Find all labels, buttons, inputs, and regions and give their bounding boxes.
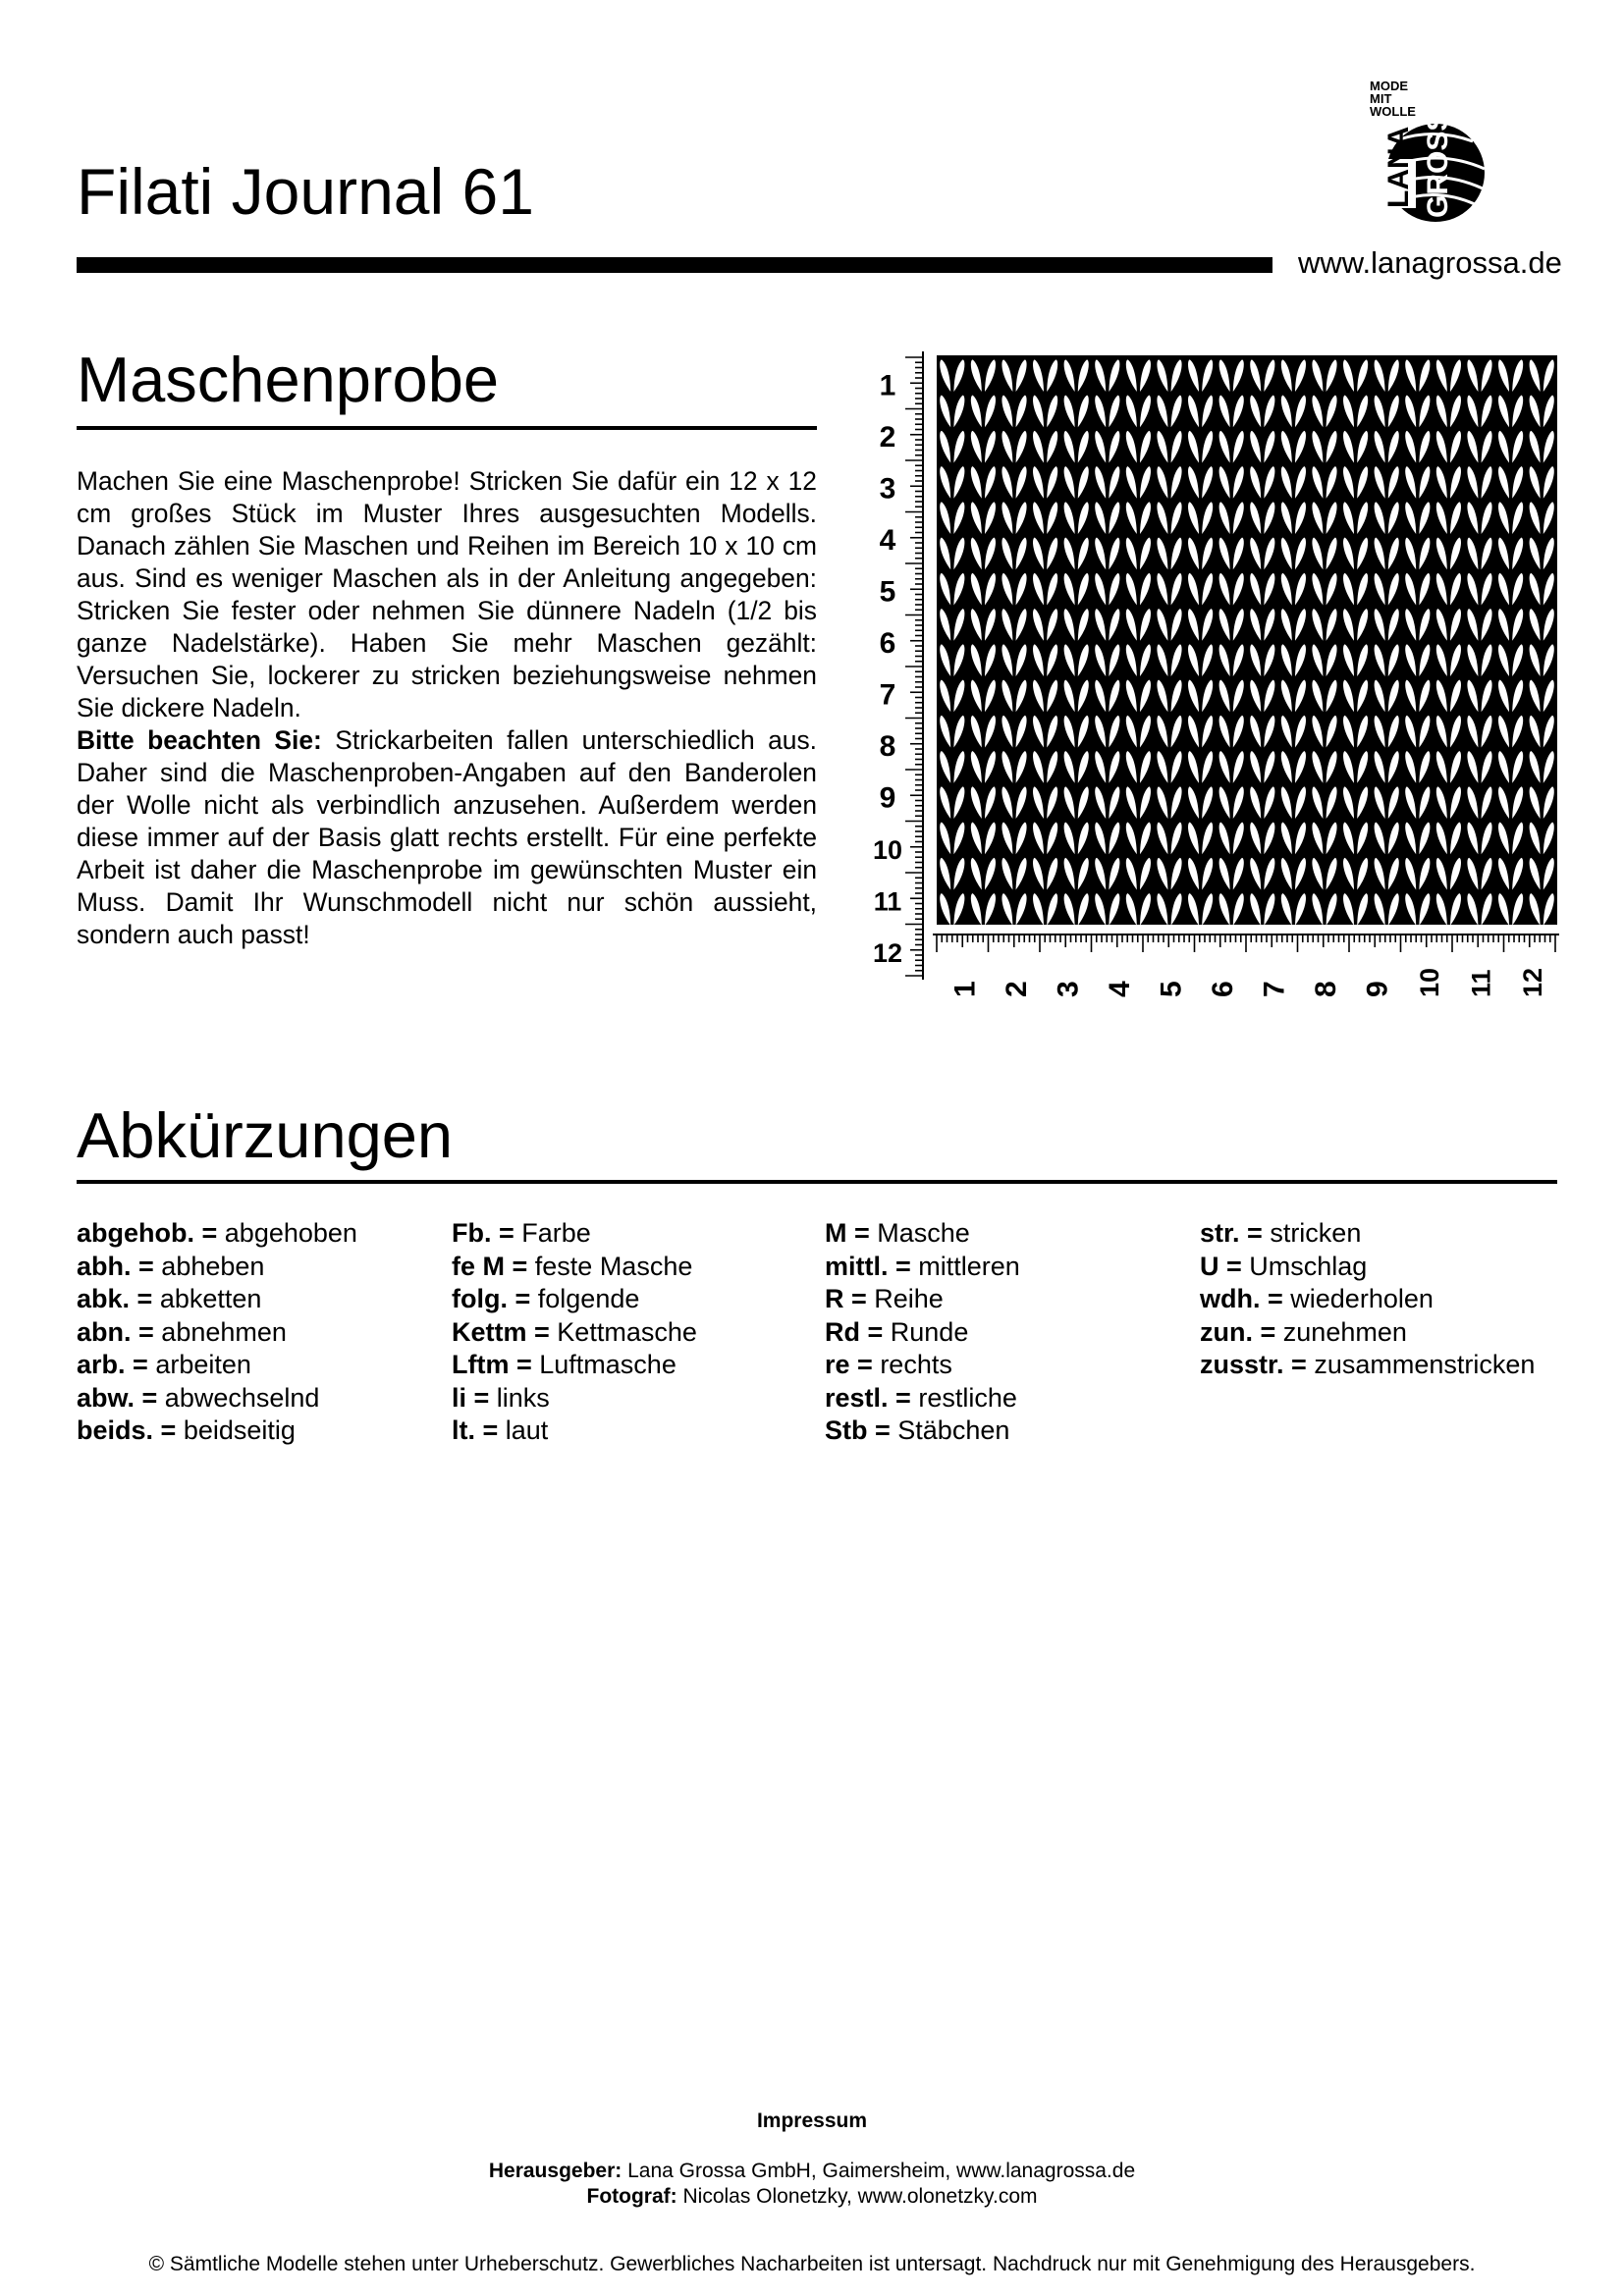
abbreviation-meaning: feste Masche [534,1251,693,1281]
abbreviations-section-rule [77,1180,1557,1184]
abbreviation-meaning: mittleren [918,1251,1020,1281]
abbreviation-meaning: stricken [1270,1218,1362,1248]
ruler-number: 3 [1052,981,1085,997]
abbreviation-term: Fb. [452,1218,492,1248]
ruler-number: 4 [879,524,896,557]
abbreviation-meaning: abgehoben [224,1218,357,1248]
ruler-number: 4 [1104,981,1136,997]
photographer-line [0,2184,1624,2210]
abbreviation-item: R = Reihe [825,1284,944,1313]
abbreviation-meaning: Kettmasche [557,1316,697,1347]
abbreviation-column-1 [77,1217,357,1448]
abbreviation-item: zusstr. = zusammenstricken [1200,1350,1536,1379]
imprint-title: Impressum [756,2109,868,2132]
knit-swatch [937,355,1557,926]
lana-grossa-logo [1365,79,1492,226]
abbreviation-item: mittl. = mittleren [825,1251,1020,1281]
abbreviation-term: abh. [77,1251,132,1281]
gauge-note-text: Strickarbeiten fallen unterschiedlich aus. Daher sind die Maschenproben-Angaben auf den Banderolen der Wolle nicht als verbindlich anzusehen. Außerdem werden diese immer auf der Basis glatt rechts erstellt. Für eine perfekte Arbeit ist daher die Maschenprobe im gewünschten Muster ein Muss. Damit Ihr Wunschmodell nicht nur schön aussieht, sondern auch passt! [77,725,817,949]
abbreviation-term: beids. [77,1415,154,1445]
abbreviation-meaning: abketten [159,1284,262,1313]
abbreviation-item: Lftm = Luftmasche [452,1350,677,1379]
publisher-label: Herausgeber: [488,2160,623,2182]
ruler-number: 2 [1001,981,1033,997]
abbreviations-section-title: Abkürzungen [77,1099,454,1171]
gauge-note-label: Bitte beachten Sie: [77,725,322,755]
vertical-ruler [873,351,923,980]
abbreviation-meaning: Luftmasche [539,1350,677,1379]
abbreviation-term: abgehob. [77,1218,194,1248]
abbreviation-term: mittl. [825,1251,889,1281]
abbreviation-meaning: Runde [890,1316,969,1347]
ruler-number: 11 [1466,969,1496,997]
abbreviation-term: wdh. [1200,1284,1261,1313]
abbreviation-term: abw. [77,1382,135,1413]
logo-tagline-3: WOLLE [1370,104,1416,119]
abbreviation-meaning: zunehmen [1282,1316,1407,1347]
ruler-number: 9 [1361,981,1394,997]
ruler-number: 10 [872,835,903,865]
ruler-number: 1 [948,981,982,997]
ruler-number: 12 [1518,967,1547,997]
abbreviation-item: arb. = arbeiten [77,1350,251,1379]
logo-tagline-1: MODE [1370,79,1408,93]
abbreviation-meaning: abheben [161,1251,265,1281]
photographer-text: Nicolas Olonetzky, www.olonetzky.com [677,2185,1038,2208]
abbreviation-term: zusstr. [1200,1350,1284,1379]
ruler-number: 12 [872,938,903,968]
gauge-swatch-figure [856,349,1563,1003]
abbreviation-item: Rd = Runde [825,1316,969,1347]
abbreviation-term: Kettm [452,1316,527,1347]
abbreviation-term: M [825,1218,847,1248]
horizontal-ruler [933,934,1559,997]
abbreviation-term: R [825,1284,844,1313]
gauge-section-title: Maschenprobe [77,344,499,415]
ruler-number: 8 [879,730,896,763]
publisher-text: Lana Grossa GmbH, Gaimersheim, www.lanagrossa.de [622,2160,1136,2182]
ruler-number: 2 [879,421,896,454]
gauge-instructions [77,465,817,951]
logo-word-grossa: GROSSA [1422,89,1454,218]
ruler-number: 1 [879,369,896,402]
abbreviation-term: str. [1200,1218,1240,1248]
abbreviation-meaning: laut [505,1415,549,1445]
abbreviation-item: wdh. = wiederholen [1200,1284,1434,1313]
ruler-number: 5 [1155,981,1188,997]
abbreviation-item: re = rechts [825,1350,952,1379]
abbreviation-item: abw. = abwechselnd [77,1382,320,1413]
abbreviation-meaning: zusammenstricken [1314,1350,1536,1379]
ruler-number: 10 [1415,967,1444,997]
abbreviation-item: U = Umschlag [1200,1251,1368,1281]
gauge-section-rule [77,426,817,430]
abbreviation-term: re [825,1350,850,1379]
abbreviation-term: Rd [825,1316,860,1347]
ruler-number: 11 [873,886,902,917]
abbreviation-item: beids. = beidseitig [77,1415,296,1445]
ruler-number: 3 [879,472,896,506]
ruler-number: 6 [1207,981,1239,997]
abbreviation-meaning: Farbe [521,1218,591,1248]
abbreviation-meaning: abnehmen [161,1316,287,1347]
ruler-number: 8 [1310,981,1342,997]
abbreviation-term: folg. [452,1284,508,1313]
logo-tagline-2: MIT [1370,91,1392,106]
ruler-number: 7 [879,678,896,712]
abbreviation-meaning: Umschlag [1249,1251,1368,1281]
abbreviation-term: restl. [825,1382,889,1413]
abbreviation-term: zun. [1200,1316,1253,1347]
ruler-number: 6 [879,627,896,660]
abbreviation-term: li [452,1382,467,1413]
abbreviation-meaning: Masche [877,1218,970,1248]
abbreviation-item: zun. = zunehmen [1200,1316,1407,1347]
abbreviation-item: restl. = restliche [825,1382,1017,1413]
abbreviation-term: Stb [825,1415,868,1445]
abbreviation-column-2 [452,1217,697,1448]
ruler-number: 5 [879,575,896,609]
abbreviation-item: abgehob. = abgehoben [77,1218,357,1248]
logo-graphic [1365,79,1492,226]
abbreviation-item: folg. = folgende [452,1284,640,1313]
copyright-notice: © Sämtliche Modelle stehen unter Urheberschutz. Gewerbliches Nacharbeiten ist untersagt. Nachdruck nur mit Genehmigung des Herausgebers. [148,2253,1476,2275]
photographer-label: Fotograf: [586,2185,677,2208]
ruler-number: 9 [879,781,896,815]
abbreviation-item: li = links [452,1382,550,1413]
abbreviation-term: abn. [77,1316,132,1347]
abbreviation-item: Fb. = Farbe [452,1218,591,1248]
abbreviation-meaning: Reihe [874,1284,944,1313]
abbreviation-item: Stb = Stäbchen [825,1415,1010,1445]
abbreviation-column-4 [1200,1217,1535,1382]
abbreviation-item: abh. = abheben [77,1251,265,1281]
abbreviation-meaning: folgende [537,1284,640,1313]
abbreviation-item: abn. = abnehmen [77,1316,287,1347]
abbreviation-meaning: beidseitig [183,1415,296,1445]
abbreviation-meaning: restliche [918,1382,1017,1413]
abbreviation-item: Kettm = Kettmasche [452,1316,697,1347]
abbreviation-meaning: Stäbchen [897,1415,1010,1445]
abbreviation-term: fe M [452,1251,505,1281]
abbreviation-item: str. = stricken [1200,1218,1362,1248]
abbreviation-term: lt. [452,1415,475,1445]
abbreviation-item: abk. = abketten [77,1284,262,1313]
abbreviation-meaning: links [496,1382,550,1413]
ruler-number: 7 [1258,981,1291,997]
abbreviation-term: Lftm [452,1350,510,1379]
abbreviation-item: fe M = feste Masche [452,1251,693,1281]
journal-title: Filati Journal 61 [77,155,534,228]
abbreviation-item: lt. = laut [452,1415,549,1445]
logo-word-lana: LANA [1382,126,1415,208]
publisher-line [0,2159,1624,2184]
gauge-note [77,724,817,951]
abbreviation-meaning: arbeiten [155,1350,251,1379]
website-link[interactable]: www.lanagrossa.de [1298,245,1562,280]
abbreviation-meaning: abwechselnd [164,1382,320,1413]
header-rule [77,257,1272,273]
abbreviation-term: abk. [77,1284,131,1313]
abbreviation-term: U [1200,1251,1219,1281]
abbreviation-term: arb. [77,1350,126,1379]
abbreviation-meaning: wiederholen [1290,1284,1434,1313]
gauge-paragraph: Machen Sie eine Maschenprobe! Stricken Sie dafür ein 12 x 12 cm großes Stück im Muster Ihres ausgesuchten Modells. Danach zählen Sie Maschen und Reihen im Bereich 10 x 10 cm aus. Sind es weniger Maschen als in der Anleitung angegeben: Stricken Sie fester oder nehmen Sie dünnere Nadeln (1/2 bis ganze Nadelstärke). Haben Sie mehr Maschen gezählt: Versuchen Sie, lockerer zu stricken beziehungsweise nehmen Sie dickere Nadeln. [77,466,817,722]
abbreviation-item: M = Masche [825,1218,970,1248]
abbreviation-column-3 [825,1217,1020,1448]
abbreviation-meaning: rechts [880,1350,952,1379]
